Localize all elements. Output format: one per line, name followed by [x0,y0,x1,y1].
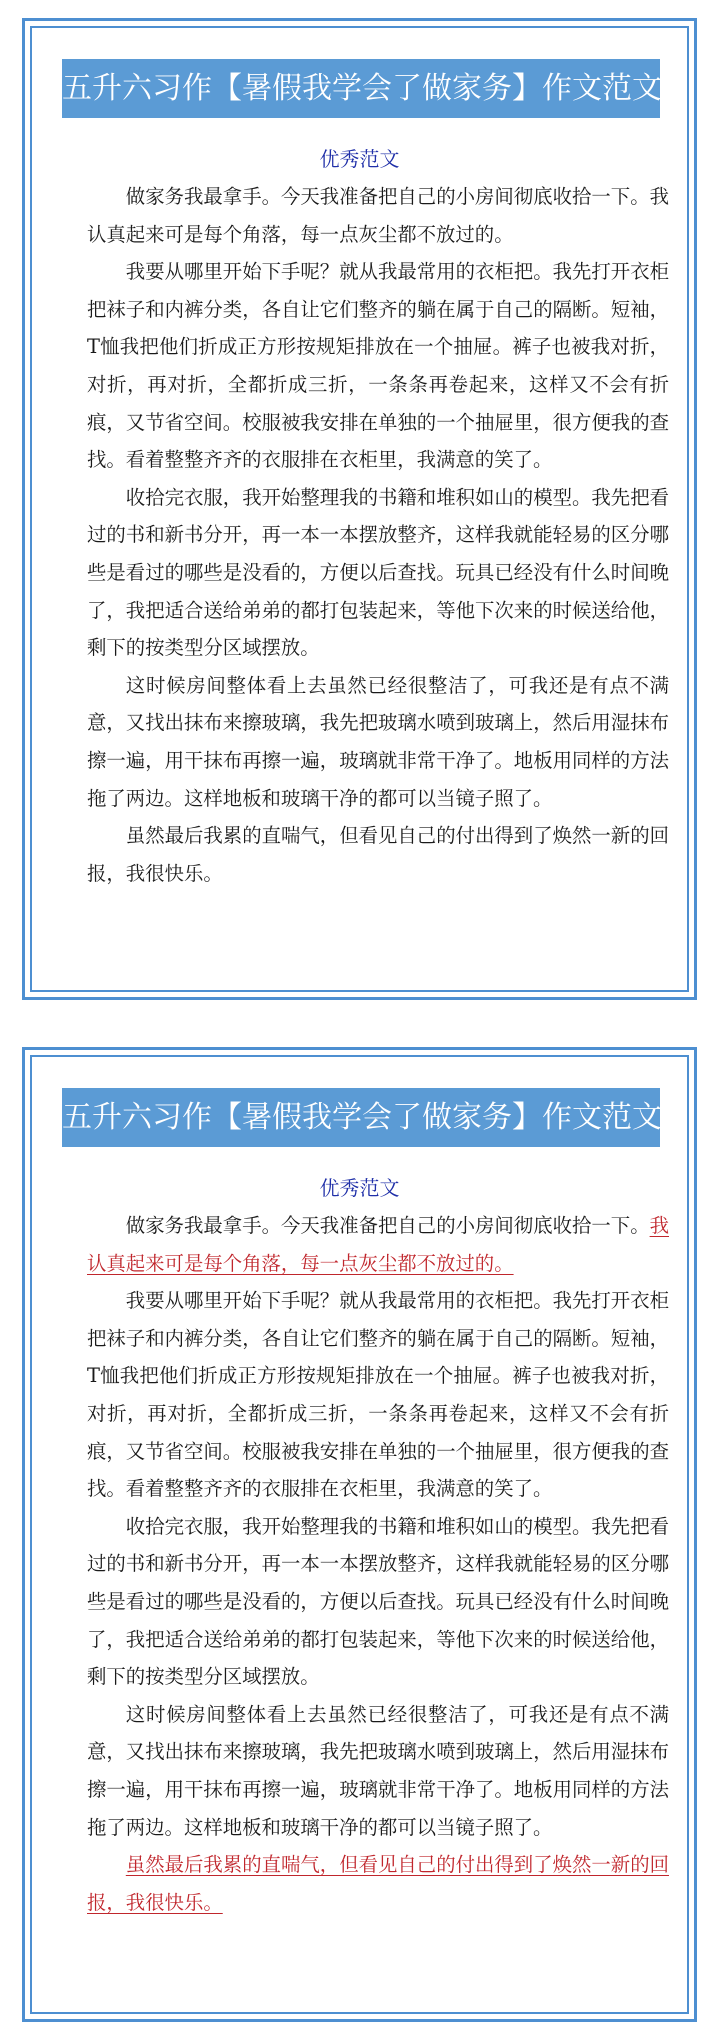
paragraph [87,1282,669,1508]
essay-title: 五升六习作【暑假我学会了做家务】作文范文 [62,59,660,118]
paragraph-text: 收拾完衣服，我开始整理我的书籍和堆积如山的模型。我先把看过的书和新书分开，再一本一本摆放整齐，这样我就能轻易的区分哪些是看过的哪些是没看的，方便以后查找。玩具已经没有什么时间晚了，我把适合送给弟弟的都打包装起来，等他下次来的时候送给他，剩下的按类型分区域摆放。 [87,485,669,660]
paragraph-text: 这时候房间整体看上去虽然已经很整洁了，可我还是有点不满意，又找出抹布来擦玻璃，我先把玻璃水喷到玻璃上，然后用湿抹布擦一遍，用干抹布再擦一遍，玻璃就非常干净了。地板用同样的方法拖了两边。这样地板和玻璃干净的都可以当镜子照了。 [87,1702,669,1839]
paragraph-text: 这时候房间整体看上去虽然已经很整洁了，可我还是有点不满意，又找出抹布来擦玻璃，我先把玻璃水喷到玻璃上，然后用湿抹布擦一遍，用干抹布再擦一遍，玻璃就非常干净了。地板用同样的方法拖了两边。这样地板和玻璃干净的都可以当镜子照了。 [87,673,669,810]
paragraph [87,1846,669,1921]
paragraph [87,667,669,817]
highlighted-text: 虽然最后我累的直喘气，但看见自己的付出得到了焕然一新的回报，我很快乐。 [87,1853,669,1914]
paragraph-text: 虽然最后我累的直喘气，但看见自己的付出得到了焕然一新的回报，我很快乐。 [87,824,669,885]
essay-card-2 [22,1047,697,2022]
essay-subtitle: 优秀范文 [319,147,400,171]
essay-title: 五升六习作【暑假我学会了做家务】作文范文 [62,1088,660,1147]
paragraph-text: 我要从哪里开始下手呢？就从我最常用的衣柜把。我先打开衣柜把袜子和内裤分类，各自让它们整齐的躺在属于自己的隔断。短袖，T恤我把他们折成正方形按规矩排放在一个抽屉。裤子也被我对折，对折，再对折，全都折成三折，一条条再卷起来，这样又不会有折痕，又节省空间。校服被我安排在单独的一个抽屉里，很方便我的查找。看着整整齐齐的衣服排在衣柜里，我满意的笑了。 [87,1289,669,1501]
paragraph [87,178,669,253]
paragraph [87,817,669,892]
paragraph-text: 收拾完衣服，我开始整理我的书籍和堆积如山的模型。我先把看过的书和新书分开，再一本一本摆放整齐，这样我就能轻易的区分哪些是看过的哪些是没看的，方便以后查找。玩具已经没有什么时间晚了，我把适合送给弟弟的都打包装起来，等他下次来的时候送给他，剩下的按类型分区域摆放。 [87,1514,669,1689]
paragraph [87,479,669,667]
essay-card-1 [22,18,697,1000]
paragraph-text: 做家务我最拿手。今天我准备把自己的小房间彻底收拾一下。我认真起来可是每个角落，每一点灰尘都不放过的。 [87,185,669,246]
paragraph-text: 做家务我最拿手。今天我准备把自己的小房间彻底收拾一下。 [125,1214,650,1237]
paragraph [87,253,669,479]
paragraph [87,1508,669,1696]
essay-body [87,178,669,892]
paragraph [87,1696,669,1846]
paragraph [87,1207,669,1282]
essay-subtitle: 优秀范文 [319,1176,400,1200]
highlighted-text: 我认真起来可是每个角落，每一点灰尘都不放过的。 [87,1214,669,1275]
paragraph-text: 我要从哪里开始下手呢？就从我最常用的衣柜把。我先打开衣柜把袜子和内裤分类，各自让它们整齐的躺在属于自己的隔断。短袖，T恤我把他们折成正方形按规矩排放在一个抽屉。裤子也被我对折，对折，再对折，全都折成三折，一条条再卷起来，这样又不会有折痕，又节省空间。校服被我安排在单独的一个抽屉里，很方便我的查找。看着整整齐齐的衣服排在衣柜里，我满意的笑了。 [87,260,669,472]
essay-body [87,1207,669,1921]
